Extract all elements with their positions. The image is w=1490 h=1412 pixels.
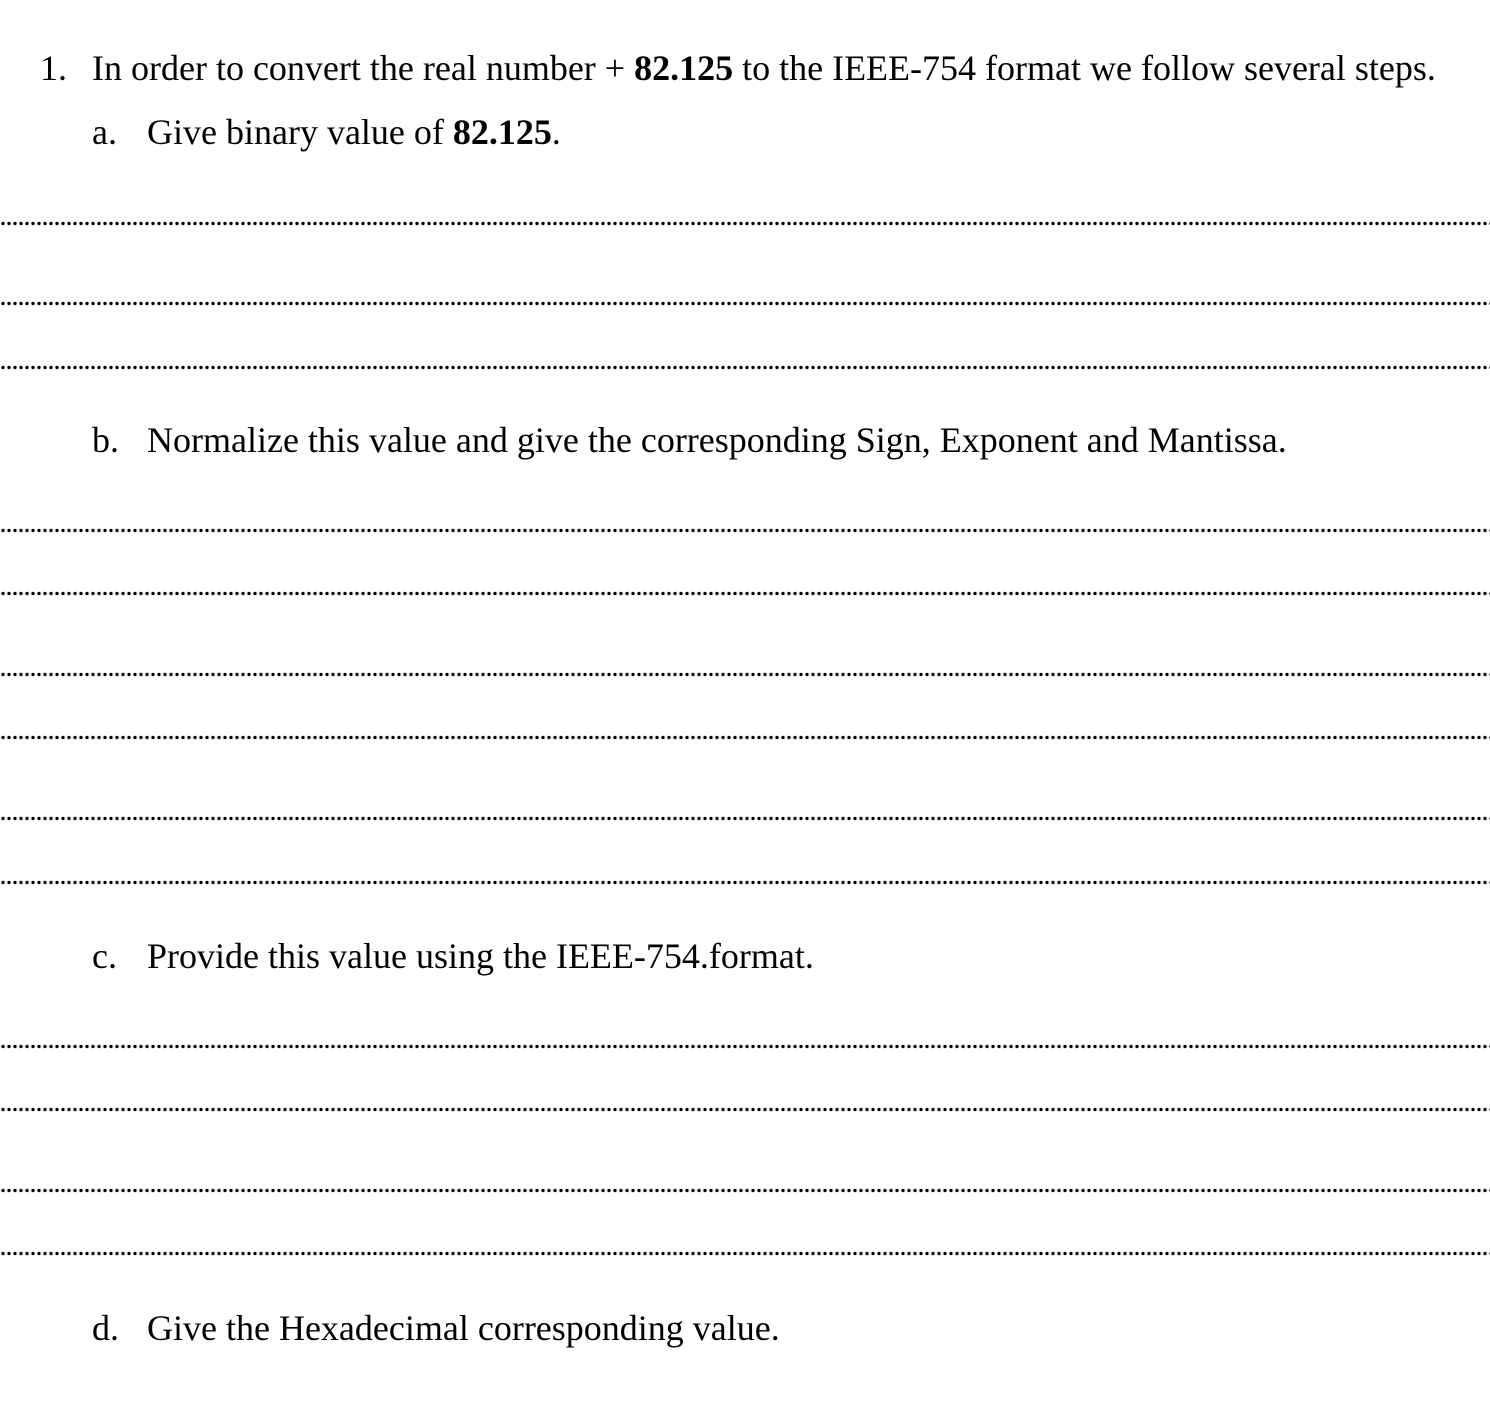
answer-line-b1[interactable] (0, 528, 1490, 533)
answer-line-c4[interactable] (0, 1251, 1490, 1256)
part-d-letter: d. (92, 1308, 119, 1348)
part-a-text-after: . (551, 112, 561, 152)
answer-line-a1[interactable] (0, 221, 1490, 226)
question-text (92, 46, 1436, 90)
answer-line-b4[interactable] (0, 735, 1490, 740)
part-a-text (147, 110, 561, 154)
part-b-letter: b. (92, 420, 119, 460)
question-value: 82.125 (634, 48, 734, 88)
answer-line-b6[interactable] (0, 880, 1490, 885)
answer-line-b5[interactable] (0, 816, 1490, 821)
question-text-before: In order to convert the real number + (92, 48, 635, 88)
answer-line-b2[interactable] (0, 591, 1490, 596)
part-b-text: Normalize this value and give the corresponding Sign, Exponent and Mantissa. (147, 420, 1287, 460)
answer-line-a2[interactable] (0, 301, 1490, 306)
answer-line-c1[interactable] (0, 1044, 1490, 1049)
question-number: 1. (40, 48, 67, 88)
part-c-letter: c. (92, 936, 117, 976)
answer-line-c3[interactable] (0, 1188, 1490, 1193)
part-a-text-before: Give binary value of (147, 112, 453, 152)
part-a-value: 82.125 (452, 112, 552, 152)
answer-line-a3[interactable] (0, 365, 1490, 370)
answer-line-c2[interactable] (0, 1107, 1490, 1112)
part-d-text: Give the Hexadecimal corresponding value. (147, 1308, 780, 1348)
question-text-after: to the IEEE-754 format we follow several steps. (733, 48, 1436, 88)
answer-line-b3[interactable] (0, 672, 1490, 677)
part-a-letter: a. (92, 112, 117, 152)
part-c-text: Provide this value using the IEEE-754.format. (147, 936, 814, 976)
